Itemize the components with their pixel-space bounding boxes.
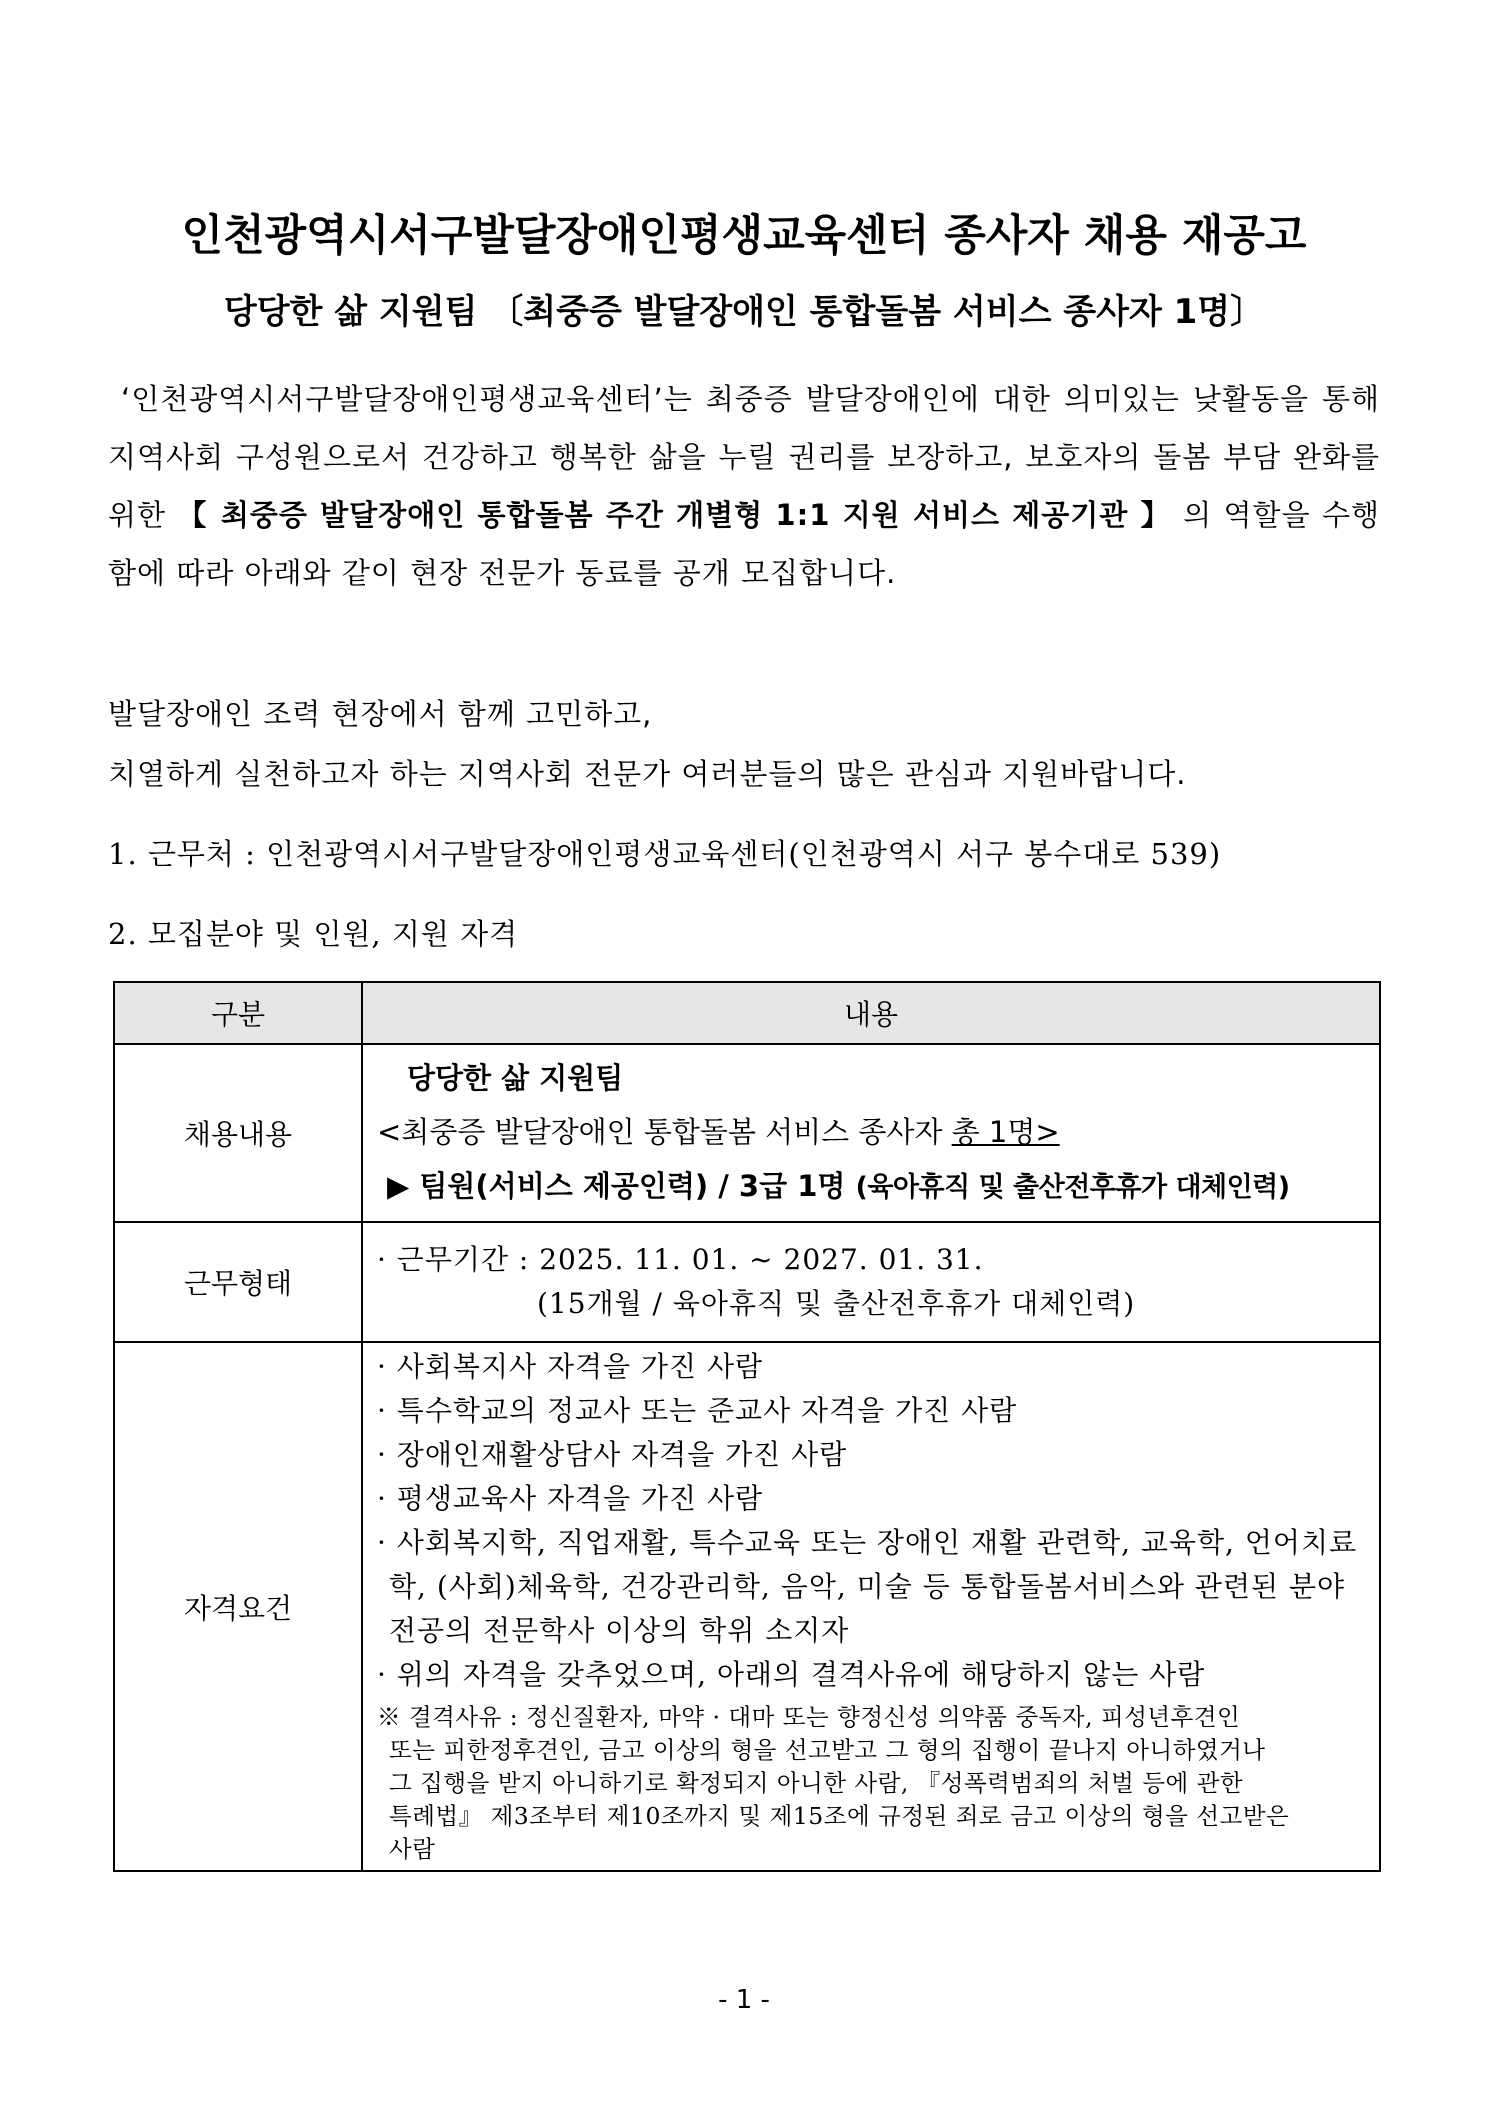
label-qualification: 자격요건 [114,1342,362,1871]
job-content [362,1044,1380,1222]
disqualification-note-2: 또는 피한정후견인, 금고 이상의 형을 선고받고 그 형의 집행이 끝나지 아니하였거나 [389,1736,1266,1764]
period-line-2: (15개월 / 육아휴직 및 출산전후휴가 대체인력) [537,1287,1136,1320]
section-recruit-heading: 2. 모집분야 및 인원, 지원 자격 [108,917,519,951]
period-line-1: · 근무기간 : 2025. 11. 01. ~ 2027. 01. 31. [377,1243,984,1276]
job-position-prefix: <최중증 발달장애인 통합돌봄 서비스 종사자 [377,1115,952,1149]
intro-text-1: ‘인천광역시서구발달장애인평생교육센터’는 최중증 발달장애인에 대한 의미있는 낮활동을 통해 지역사회 구성원으로서 건강하고 행복한 삶을 누릴 권리를 보장하고, 보호자의 돌봄 부담 완화를 위한 [108,382,1380,532]
qual-item: · 사회복지사 자격을 가진 사람 [377,1350,764,1383]
period-content [362,1222,1380,1342]
intro-closing-line-1: 발달장애인 조력 현장에서 함께 고민하고, [108,697,653,731]
intro-closing-line-2: 치열하게 실천하고자 하는 지역사회 전문가 여러분들의 많은 관심과 지원바랍니다. [108,757,1187,791]
recruit-table [113,981,1381,1872]
intro-text-2: 의 역할을 수행함에 따라 아래와 같이 현장 전문가 동료를 공개 모집합니다. [108,498,1381,590]
disqualification-note-1: ※ 결격사유 : 정신질환자, 마약 · 대마 또는 향정신성 의약품 중독자, 피성년후견인 [377,1703,1241,1731]
page-title: 인천광역시서구발달장애인평생교육센터 종사자 채용 재공고 [181,211,1307,261]
intro-paragraph [108,370,1380,602]
section-workplace: 1. 근무처 : 인천광역시서구발달장애인평생교육센터(인천광역시 서구 봉수대로 539) [108,837,1222,871]
job-role-line [377,1159,1365,1215]
job-role-main: ▶ 팀원(서비스 제공인력) / 3급 1명 [387,1169,856,1203]
intro-closing [108,684,1408,804]
label-period: 근무형태 [114,1222,362,1342]
qual-major-line-2: 학, (사회)체육학, 건강관리학, 음악, 미술 등 통합돌봄서비스와 관련된 분야 [389,1570,1346,1603]
page-subtitle: 당당한 삶 지원팀 〔최중증 발달장애인 통합돌봄 서비스 종사자 1명〕 [223,292,1265,332]
table-row-period [114,1222,1380,1342]
page-number: - 1 - [718,1985,770,2015]
table-header-row [114,982,1380,1044]
header-category: 구분 [114,982,362,1044]
job-position-line [377,1105,1365,1159]
job-position-total: 총 1명> [951,1115,1060,1149]
qual-major-line-3: 전공의 전문학사 이상의 학위 소지자 [389,1614,850,1647]
disqualification-note-4: 특례법』 제3조부터 제10조까지 및 제15조에 규정된 죄로 금고 이상의 형을 선고받은 [389,1802,1290,1830]
qual-item: · 장애인재활상담사 자격을 가진 사람 [377,1438,848,1471]
disqualification-note-5: 사람 [389,1835,436,1863]
disqualification-note-3: 그 집행을 받지 아니하기로 확정되지 아니한 사람, 『성폭력범죄의 처벌 등에 관한 [389,1769,1244,1797]
qualification-content [362,1342,1380,1871]
qual-item: · 특수학교의 정교사 또는 준교사 자격을 가진 사람 [377,1394,1018,1427]
job-team: 당당한 삶 지원팀 [407,1061,624,1095]
qual-last-item: · 위의 자격을 갖추었으며, 아래의 결격사유에 해당하지 않는 사람 [377,1658,1206,1691]
table-row-qualification [114,1342,1380,1871]
header-content: 내용 [362,982,1380,1044]
job-role-note: (육아휴직 및 출산전후휴가 대체인력) [855,1172,1290,1203]
qual-item: · 평생교육사 자격을 가진 사람 [377,1482,764,1515]
intro-bold-service: 【 최중증 발달장애인 통합돌봄 주간 개별형 1:1 지원 서비스 제공기관 】 [177,498,1172,532]
qual-major-line-1: · 사회복지학, 직업재활, 특수교육 또는 장애인 재활 관련학, 교육학, 언어치료 [377,1526,1358,1559]
label-job: 채용내용 [114,1044,362,1222]
table-row-job [114,1044,1380,1222]
